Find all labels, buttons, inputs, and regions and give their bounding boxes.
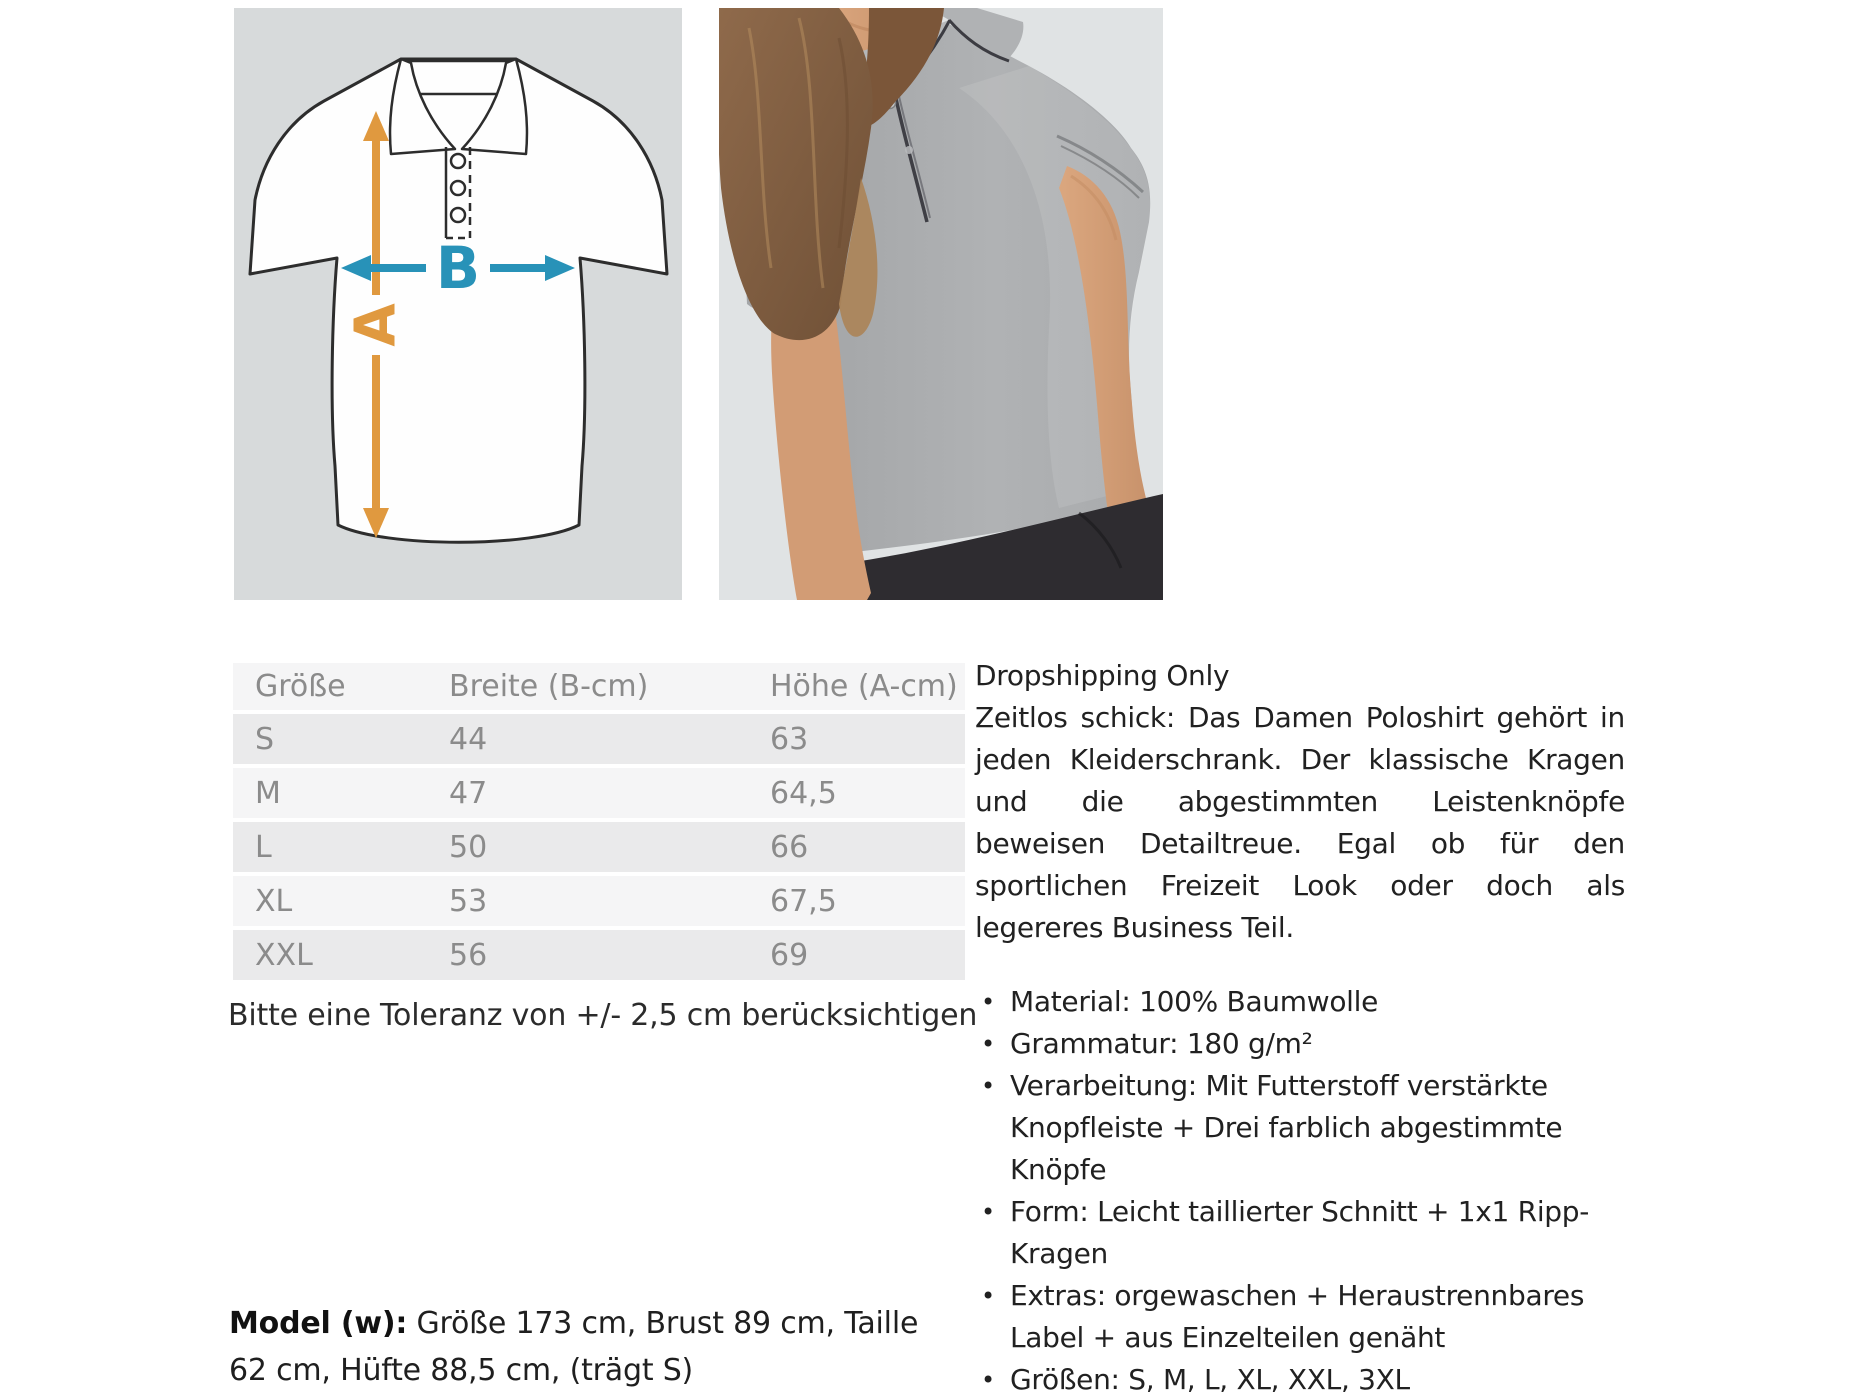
- list-item-text: Verarbeitung: Mit Futterstoff verstärkte Knopfleiste + Drei farblich abgestimmte Knöpfe: [1010, 1069, 1563, 1186]
- button-2: [451, 181, 465, 195]
- collar-back: [407, 61, 510, 94]
- col-header-height: Höhe (A-cm): [745, 663, 965, 714]
- list-item: [975, 1275, 1625, 1359]
- list-item-text: Form: Leicht taillierter Schnitt + 1x1 Ripp-Kragen: [1010, 1195, 1590, 1270]
- product-photo: [719, 8, 1163, 600]
- height-arrow-label: A: [343, 303, 409, 347]
- col-header-size: Größe: [233, 663, 426, 714]
- table-row: [233, 930, 965, 984]
- cell-size: XL: [233, 876, 426, 930]
- cell-height: 63: [745, 714, 965, 768]
- bullet-icon: •: [981, 1198, 995, 1226]
- button-3: [451, 208, 465, 222]
- table-row: [233, 768, 965, 822]
- list-item-text: Extras: orgewaschen + Heraustrennbares Label + aus Einzelteilen genäht: [1010, 1279, 1585, 1354]
- width-arrow-label: B: [435, 234, 481, 302]
- size-table: [233, 663, 965, 984]
- cell-height: 69: [745, 930, 965, 984]
- polo-button-2: [905, 146, 913, 154]
- list-item-text: Größen: S, M, L, XL, XXL, 3XL: [1010, 1363, 1410, 1396]
- size-diagram-image: [234, 8, 682, 600]
- cell-width: 53: [426, 876, 745, 930]
- poloshirt-measure-diagram: [234, 8, 682, 600]
- button-1: [451, 154, 465, 168]
- cell-size: XXL: [233, 930, 426, 984]
- cell-size: S: [233, 714, 426, 768]
- list-item: [975, 1359, 1625, 1398]
- cell-height: 67,5: [745, 876, 965, 930]
- bullet-icon: •: [981, 1282, 995, 1310]
- model-info-label: Model (w):: [229, 1306, 408, 1341]
- list-item-text: Grammatur: 180 g/m²: [1010, 1027, 1313, 1060]
- cell-width: 56: [426, 930, 745, 984]
- col-header-width: Breite (B-cm): [426, 663, 745, 714]
- list-item: [975, 1191, 1625, 1275]
- description-column: [975, 655, 1625, 1398]
- bullet-icon: •: [981, 1030, 995, 1058]
- table-row: [233, 714, 965, 768]
- cell-width: 50: [426, 822, 745, 876]
- cell-width: 44: [426, 714, 745, 768]
- bullet-icon: •: [981, 1072, 995, 1100]
- bullet-icon: •: [981, 988, 995, 1016]
- model-photo-illustration: [719, 8, 1163, 600]
- details-list: [975, 981, 1625, 1398]
- bullet-icon: •: [981, 1366, 995, 1394]
- cell-height: 66: [745, 822, 965, 876]
- cell-width: 47: [426, 768, 745, 822]
- model-info-text: Größe 173 cm, Brust 89 cm, Taille 62 cm, Hüfte 88,5 cm, (trägt S): [229, 1306, 919, 1388]
- description-paragraph: Zeitlos schick: Das Damen Poloshirt gehört in jeden Kleiderschrank. Der klassische Kragen und die abgestimmten Leistenknöpfe beweisen Detailtreue. Egal ob für den sportlichen Freizeit Look oder doch als legereres Business Teil.: [975, 701, 1625, 944]
- tolerance-note: Bitte eine Toleranz von +/- 2,5 cm berücksichtigen: [228, 998, 978, 1033]
- list-item: [975, 1065, 1625, 1191]
- size-table-header-row: [233, 663, 965, 714]
- cell-size: M: [233, 768, 426, 822]
- table-row: [233, 876, 965, 930]
- list-item-text: Material: 100% Baumwolle: [1010, 985, 1379, 1018]
- description-heading: Dropshipping Only: [975, 659, 1230, 692]
- cell-height: 64,5: [745, 768, 965, 822]
- model-info: [229, 1300, 944, 1394]
- list-item: [975, 1023, 1625, 1065]
- table-row: [233, 822, 965, 876]
- cell-size: L: [233, 822, 426, 876]
- list-item: [975, 981, 1625, 1023]
